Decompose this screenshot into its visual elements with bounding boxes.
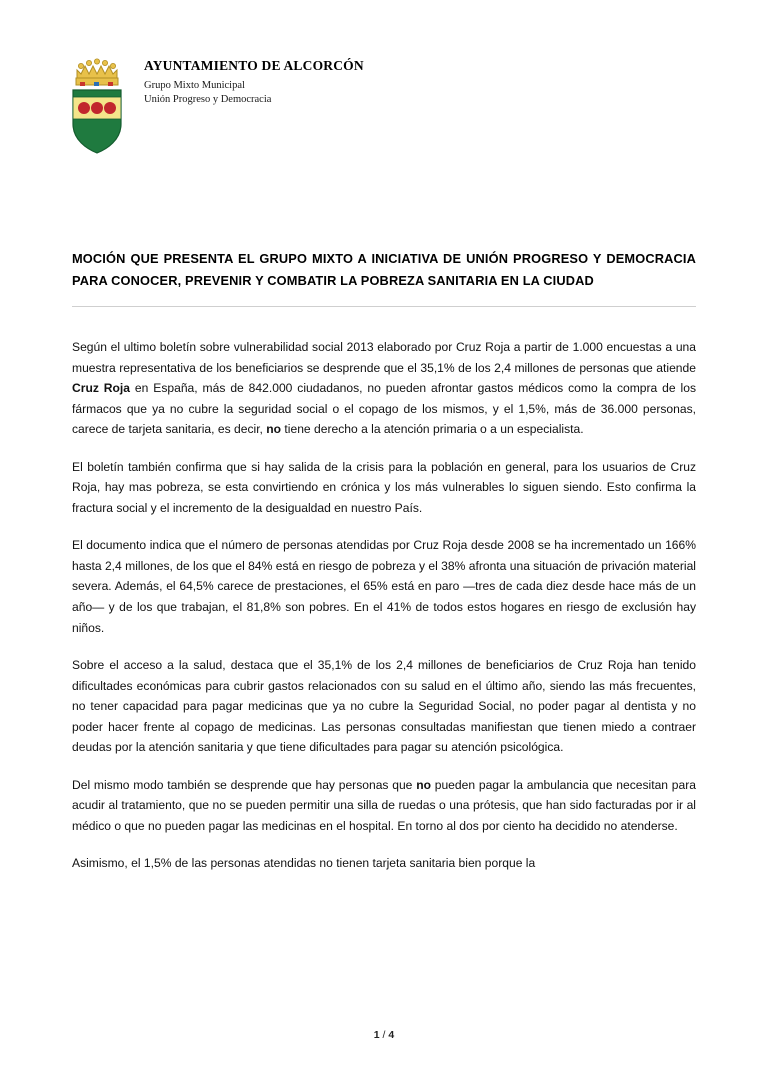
body-paragraph: Del mismo modo también se desprende que hay personas que no pueden pagar la ambulancia que necesitan para acudir al tratamiento, que no se pueden permitir una silla de ruedas o una prótesis, que han sido facturadas por ir al médico o que no pueden pagar las medicinas en el hospital. En torno al dos por ciento ha decidido no atenderse. xyxy=(72,777,696,833)
body-paragraph: Sobre el acceso a la salud, destaca que el 35,1% de los 2,4 millones de beneficiarios de Cruz Roja han tenido dificultades económicas para cubrir gastos relacionados con su salud en el último año, siendo las más frecuentes, no tener capacidad para pagar medicinas que ya no cubre la Seguridad Social, no poder pagar al dentista y no poder hacer frente al copago de medicinas. Las personas consultadas manifiestan que tienen miedo a contraer deudas por la atención sanitaria y que tiene dificultades para pagar su atención psicológica. xyxy=(72,658,696,755)
group-line-2: Unión Progreso y Democracia xyxy=(144,94,272,106)
coat-of-arms-icon xyxy=(67,52,133,158)
letterhead xyxy=(72,0,696,172)
page-separator: / xyxy=(382,1029,386,1041)
total-page-count: 4 xyxy=(388,1029,395,1041)
body-paragraph: El documento indica que el número de personas atendidas por Cruz Roja desde 2008 se ha incrementado un 166% hasta 2,4 millones, de los que el 84% está en riesgo de pobreza y el 38% afronta una situación de privación material severa. Además, el 64,5% carece de prestaciones, el 65% está en paro —tres de cada diez desde hace más de un año— y de los que trabajan, el 81,8% son pobres. En el 41% de todos estos hogares en riesgo de exclusión hay niños. xyxy=(72,538,696,635)
group-line-1: Grupo Mixto Municipal xyxy=(144,80,245,91)
document-body xyxy=(72,337,696,874)
current-page-number: 1 xyxy=(373,1029,380,1041)
body-paragraph: Asimismo, el 1,5% de las personas atendidas no tienen tarjeta sanitaria bien porque la xyxy=(72,856,536,871)
body-paragraph: Según el ultimo boletín sobre vulnerabilidad social 2013 elaborado por Cruz Roja a partir de 1.000 encuestas a una muestra representativa de los beneficiarios se desprende que el 35,1% de los 2,4 millones de personas que atiende Cruz Roja en España, más de 842.000 ciudadanos, no pueden afrontar gastos médicos como la compra de los fármacos que ya no cubre la seguridad social o el copago de los mismos, y el 1,5%, más de 36.000 personas, carece de tarjeta sanitaria, es decir, no tiene derecho a la atención primaria o a un especialista. xyxy=(72,340,696,437)
page-footer xyxy=(0,1029,768,1041)
organization-name: AYUNTAMIENTO DE ALCORCÓN xyxy=(144,58,364,73)
organization-block xyxy=(144,58,364,107)
body-paragraph: El boletín también confirma que si hay salida de la crisis para la población en general, para los usuarios de Cruz Roja, hay mas pobreza, se esta convirtiendo en crónica y los más vulnerables lo siguen siendo. Esto confirma la fractura social y el incremento de la desigualdad en nuestro País. xyxy=(72,459,696,515)
page-title: MOCIÓN QUE PRESENTA EL GRUPO MIXTO A INICIATIVA DE UNIÓN PROGRESO Y DEMOCRACIA PARA CONOCER, PREVENIR Y COMBATIR LA POBREZA SANITARIA EN LA CIUDAD xyxy=(72,248,696,307)
